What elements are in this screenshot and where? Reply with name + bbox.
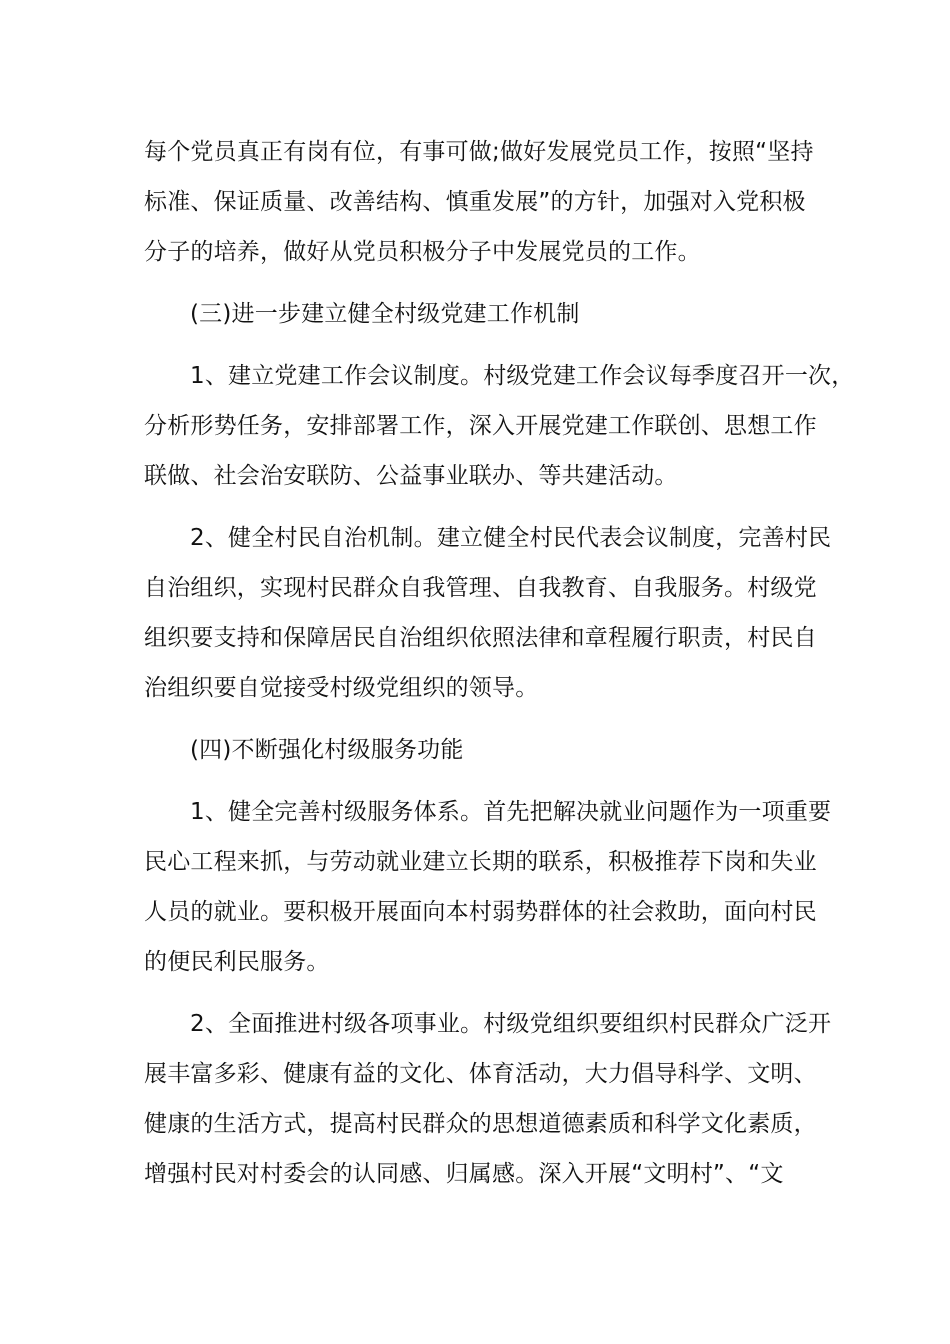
text-line: 展丰富多彩、健康有益的文化、体育活动，大力倡导科学、文明、 bbox=[144, 1061, 817, 1087]
text-line: 民心工程来抓，与劳动就业建立长期的联系，积极推荐下岗和失业 bbox=[144, 849, 817, 875]
text-line: 自治组织，实现村民群众自我管理、自我教育、自我服务。村级党 bbox=[144, 575, 817, 601]
text-line: 每个党员真正有岗有位，有事可做;做好发展党员工作，按照“坚持 bbox=[144, 139, 814, 165]
text-line: 标准、保证质量、改善结构、慎重发展”的方针，加强对入党积极 bbox=[144, 189, 806, 215]
text-line: 健康的生活方式，提高村民群众的思想道德素质和科学文化素质， bbox=[144, 1111, 817, 1137]
section-heading: (三)进一步建立健全村级党建工作机制 bbox=[190, 301, 580, 327]
text-line: 的便民利民服务。 bbox=[144, 949, 330, 975]
text-line: 联做、社会治安联防、公益事业联办、等共建活动。 bbox=[144, 463, 678, 489]
text-line: 组织要支持和保障居民自治组织依照法律和章程履行职责，村民自 bbox=[144, 625, 817, 651]
text-line: 1、健全完善村级服务体系。首先把解决就业问题作为一项重要 bbox=[190, 799, 832, 825]
section-heading: (四)不断强化村级服务功能 bbox=[190, 737, 464, 763]
text-line: 治组织要自觉接受村级党组织的领导。 bbox=[144, 675, 539, 701]
text-line: 分子的培养，做好从党员积极分子中发展党员的工作。 bbox=[144, 239, 701, 265]
text-line: 增强村民对村委会的认同感、归属感。深入开展“文明村”、“文 bbox=[144, 1161, 784, 1187]
document-body bbox=[144, 127, 855, 1199]
text-line: 2、健全村民自治机制。建立健全村民代表会议制度，完善村民 bbox=[190, 525, 832, 551]
text-line: 1、建立党建工作会议制度。村级党建工作会议每季度召开一次， bbox=[190, 363, 855, 389]
text-line: 分析形势任务，安排部署工作，深入开展党建工作联创、思想工作 bbox=[144, 413, 817, 439]
text-line: 2、全面推进村级各项事业。村级党组织要组织村民群众广泛开 bbox=[190, 1011, 832, 1037]
text-line: 人员的就业。要积极开展面向本村弱势群体的社会救助，面向村民 bbox=[144, 899, 817, 925]
